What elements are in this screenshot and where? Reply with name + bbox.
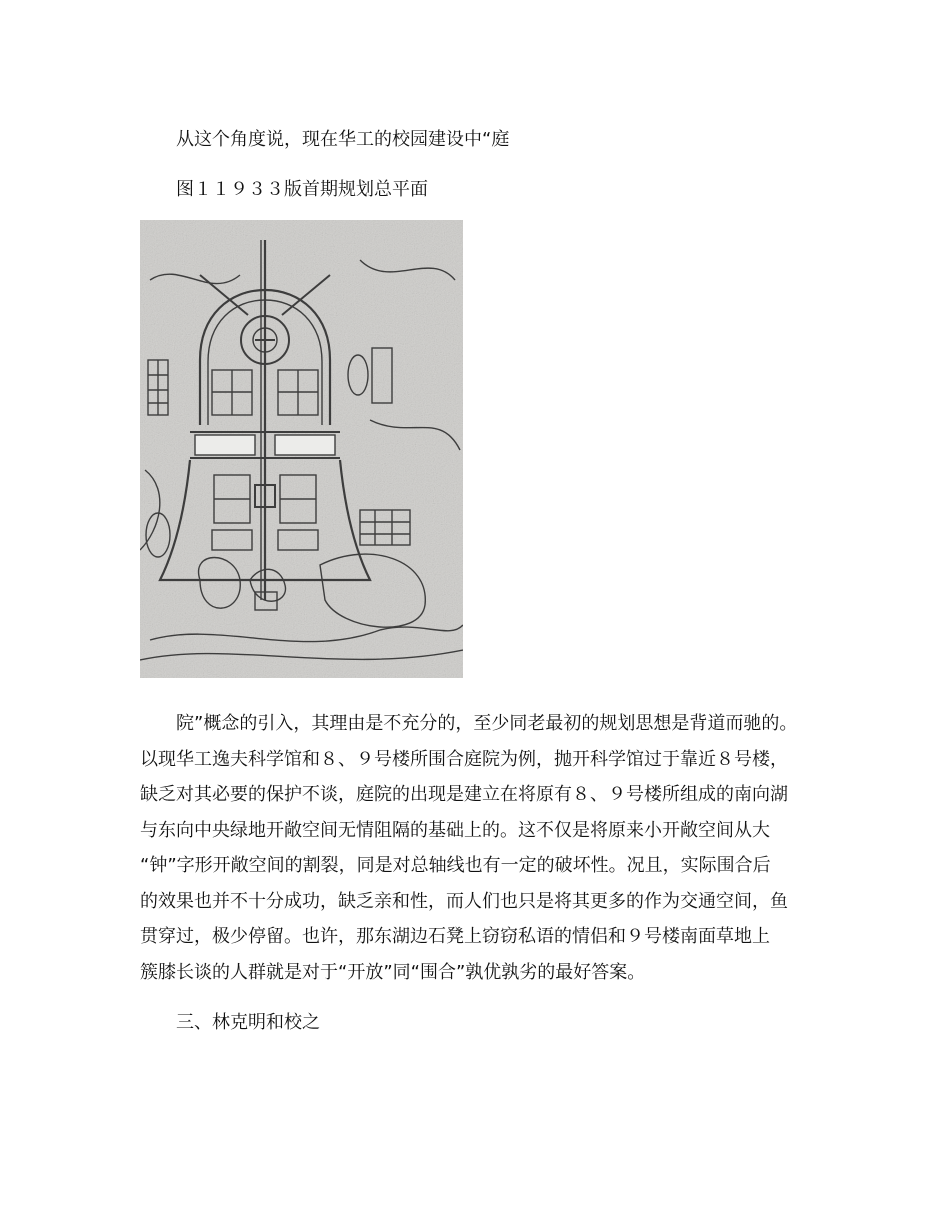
body-line: 贯穿过，极少停留。也许，那东湖边石凳上窃窃私语的情侣和９号楼南面草地上: [140, 926, 770, 947]
campus-plan-drawing: [140, 220, 463, 678]
body-paragraph: [140, 706, 830, 990]
body-line: 院”概念的引入，其理由是不充分的，至少同老最初的规划思想是背道而驰的。: [176, 713, 798, 734]
body-line: 簇膝长谈的人群就是对于“开放”同“围合”孰优孰劣的最好答案。: [140, 961, 646, 983]
body-line: “钟”字形开敞空间的割裂，同是对总轴线也有一定的破坏性。况且，实际围合后: [140, 855, 771, 876]
body-line: 缺乏对其必要的保护不谈，庭院的出现是建立在将原有８、９号楼所组成的南向湖: [140, 784, 788, 805]
body-line: 与东向中央绿地开敞空间无情阻隔的基础上的。这不仅是将原来小开敞空间从大: [140, 819, 770, 841]
campus-master-plan-figure: [140, 220, 463, 678]
intro-paragraph: 从这个角度说，现在华工的校园建设中“庭: [176, 129, 510, 150]
figure-caption: 图１１９３３版首期规划总平面: [176, 179, 428, 200]
body-line: 的效果也并不十分成功，缺乏亲和性，而人们也只是将其更多的作为交通空间，鱼: [140, 890, 788, 912]
body-line: 以现华工逸夫科学馆和８、９号楼所围合庭院为例，抛开科学馆过于靠近８号楼，: [140, 748, 788, 770]
section-heading: 三、林克明和校之: [176, 1012, 320, 1033]
